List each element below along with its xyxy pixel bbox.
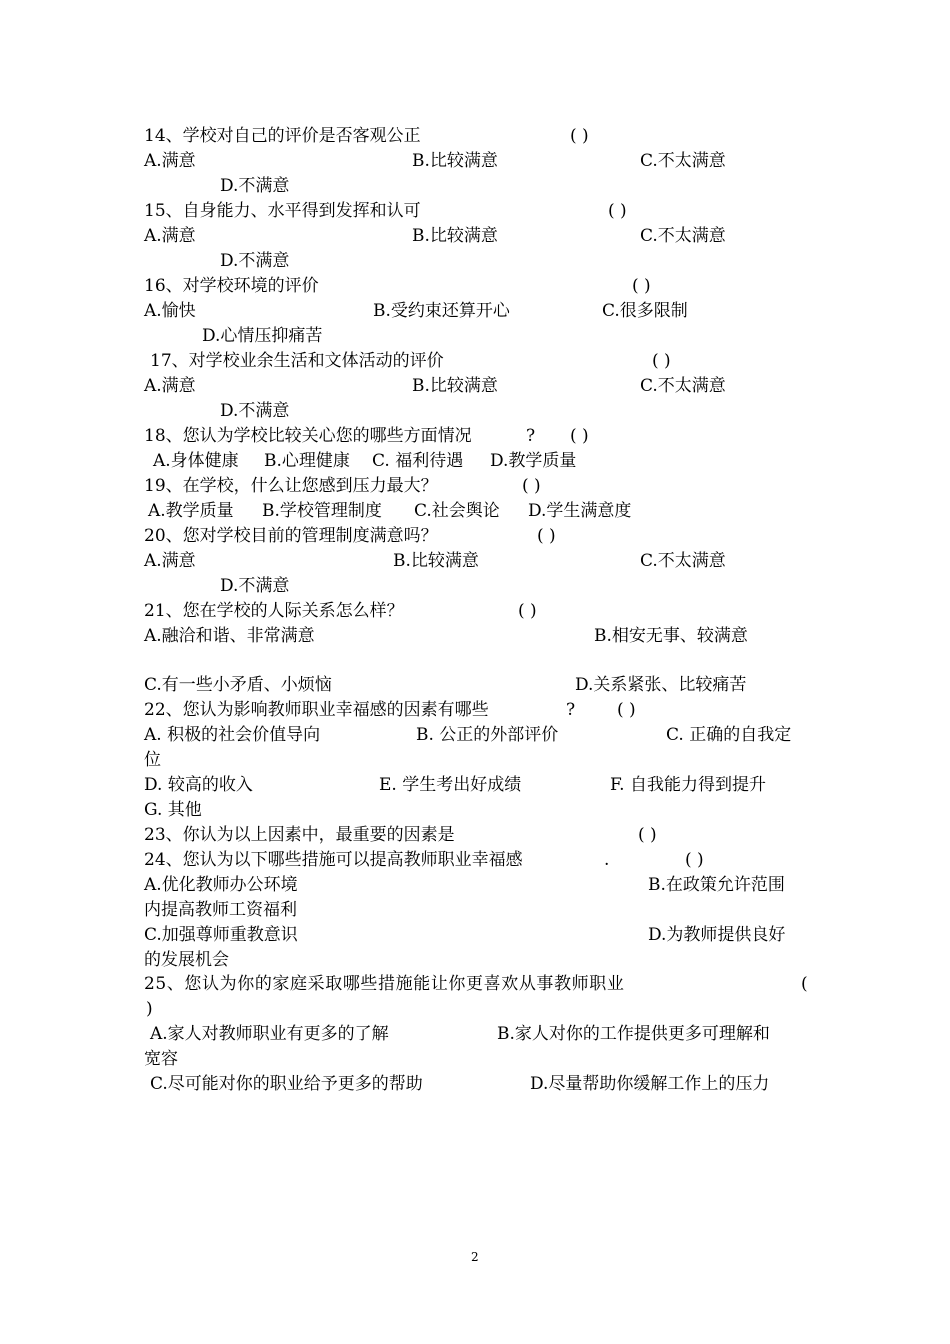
question-stem: 18、您认为学校比较关心您的哪些方面情况 — [144, 426, 472, 446]
option: D.不满意 — [220, 576, 290, 596]
answer-blank: ( ) — [617, 700, 636, 720]
answer-blank: ( ) — [632, 276, 651, 296]
option: B.在政策允许范围 — [648, 875, 785, 895]
answer-blank: ( ) — [522, 476, 541, 496]
option: D.为教师提供良好 — [648, 925, 786, 945]
option: B.学校管理制度 — [262, 501, 382, 521]
option: C.不太满意 — [640, 226, 726, 246]
question-stem: 21、您在学校的人际关系怎么样？ — [144, 601, 404, 621]
option: A.教学质量 — [148, 501, 234, 521]
question-stem: 14、学校对自己的评价是否客观公正 — [144, 126, 421, 146]
answer-blank: ( ) — [518, 601, 537, 621]
option: B.比较满意 — [393, 551, 479, 571]
page-number: 2 — [471, 1250, 479, 1264]
option: C.不太满意 — [640, 551, 726, 571]
option: A.满意 — [144, 151, 196, 171]
option: C. 福利待遇 — [372, 451, 464, 471]
answer-blank-open: ( — [801, 974, 808, 994]
option: D.尽量帮助你缓解工作上的压力 — [530, 1074, 770, 1094]
answer-blank: ( ) — [570, 426, 589, 446]
option: B.比较满意 — [412, 226, 498, 246]
option: D.不满意 — [220, 401, 290, 421]
option: B.相安无事、较满意 — [594, 626, 748, 646]
option: C. 正确的自我定 — [666, 725, 792, 745]
option: D.不满意 — [220, 251, 290, 271]
option: D.教学质量 — [490, 451, 577, 471]
question-stem: 17、对学校业余生活和文体活动的评价 — [150, 351, 444, 371]
option: C.尽可能对你的职业给予更多的帮助 — [150, 1074, 423, 1094]
option: B.受约束还算开心 — [373, 301, 510, 321]
answer-blank: ( ) — [685, 850, 704, 870]
answer-blank: ( ) — [608, 201, 627, 221]
option: A.优化教师办公环境 — [144, 875, 298, 895]
option: C.有一些小矛盾、小烦恼 — [144, 675, 332, 695]
option: A.融洽和谐、非常满意 — [144, 626, 315, 646]
option: C.不太满意 — [640, 151, 726, 171]
option: A. 积极的社会价值导向 — [144, 725, 321, 745]
answer-blank: ( ) — [652, 351, 671, 371]
question-stem: 19、在学校，什么让您感到压力最大？ — [144, 476, 438, 496]
option: C.很多限制 — [602, 301, 688, 321]
option: D.学生满意度 — [528, 501, 632, 521]
option: D.关系紧张、比较痛苦 — [575, 675, 747, 695]
question-stem: 24、您认为以下哪些措施可以提高教师职业幸福感 — [144, 850, 523, 870]
question-stem: 25、您认为你的家庭采取哪些措施能让你更喜欢从事教师职业 — [144, 974, 625, 994]
answer-blank: ( ) — [537, 526, 556, 546]
option-continuation: 内提高教师工资福利 — [144, 900, 297, 920]
option: B.比较满意 — [412, 376, 498, 396]
option: C.社会舆论 — [414, 501, 500, 521]
answer-blank: ( ) — [570, 126, 589, 146]
option: B.比较满意 — [412, 151, 498, 171]
option-continuation: 的发展机会 — [144, 950, 229, 970]
option: D. 较高的收入 — [144, 775, 253, 795]
option: E. 学生考出好成绩 — [379, 775, 522, 795]
option: A.满意 — [144, 376, 196, 396]
question-stem: 16、对学校环境的评价 — [144, 276, 319, 296]
option: B. 公正的外部评价 — [416, 725, 559, 745]
question-mark: ? — [526, 426, 536, 446]
question-stem: 15、自身能力、水平得到发挥和认可 — [144, 201, 421, 221]
question-mark: ? — [566, 700, 576, 720]
option: D.心情压抑痛苦 — [202, 326, 323, 346]
option: A.满意 — [144, 551, 196, 571]
option: A.身体健康 — [153, 451, 239, 471]
option: C.加强尊师重教意识 — [144, 925, 298, 945]
option: B.家人对你的工作提供更多可理解和 — [497, 1024, 770, 1044]
answer-blank-close: ) — [146, 999, 153, 1019]
option: F. 自我能力得到提升 — [610, 775, 766, 795]
question-stem: 23、你认为以上因素中，最重要的因素是 — [144, 825, 455, 845]
option: A.家人对教师职业有更多的了解 — [150, 1024, 389, 1044]
answer-blank: ( ) — [638, 825, 657, 845]
option: A.愉快 — [144, 301, 196, 321]
option: D.不满意 — [220, 176, 290, 196]
option: A.满意 — [144, 226, 196, 246]
option: C.不太满意 — [640, 376, 726, 396]
question-stem: 22、您认为影响教师职业幸福感的因素有哪些 — [144, 700, 489, 720]
option-continuation: 位 — [144, 750, 161, 770]
stem-punctuation: . — [604, 850, 610, 870]
option-continuation: 宽容 — [144, 1049, 178, 1069]
question-stem: 20、您对学校目前的管理制度满意吗？ — [144, 526, 438, 546]
option: G. 其他 — [144, 800, 202, 820]
option: B.心理健康 — [264, 451, 350, 471]
